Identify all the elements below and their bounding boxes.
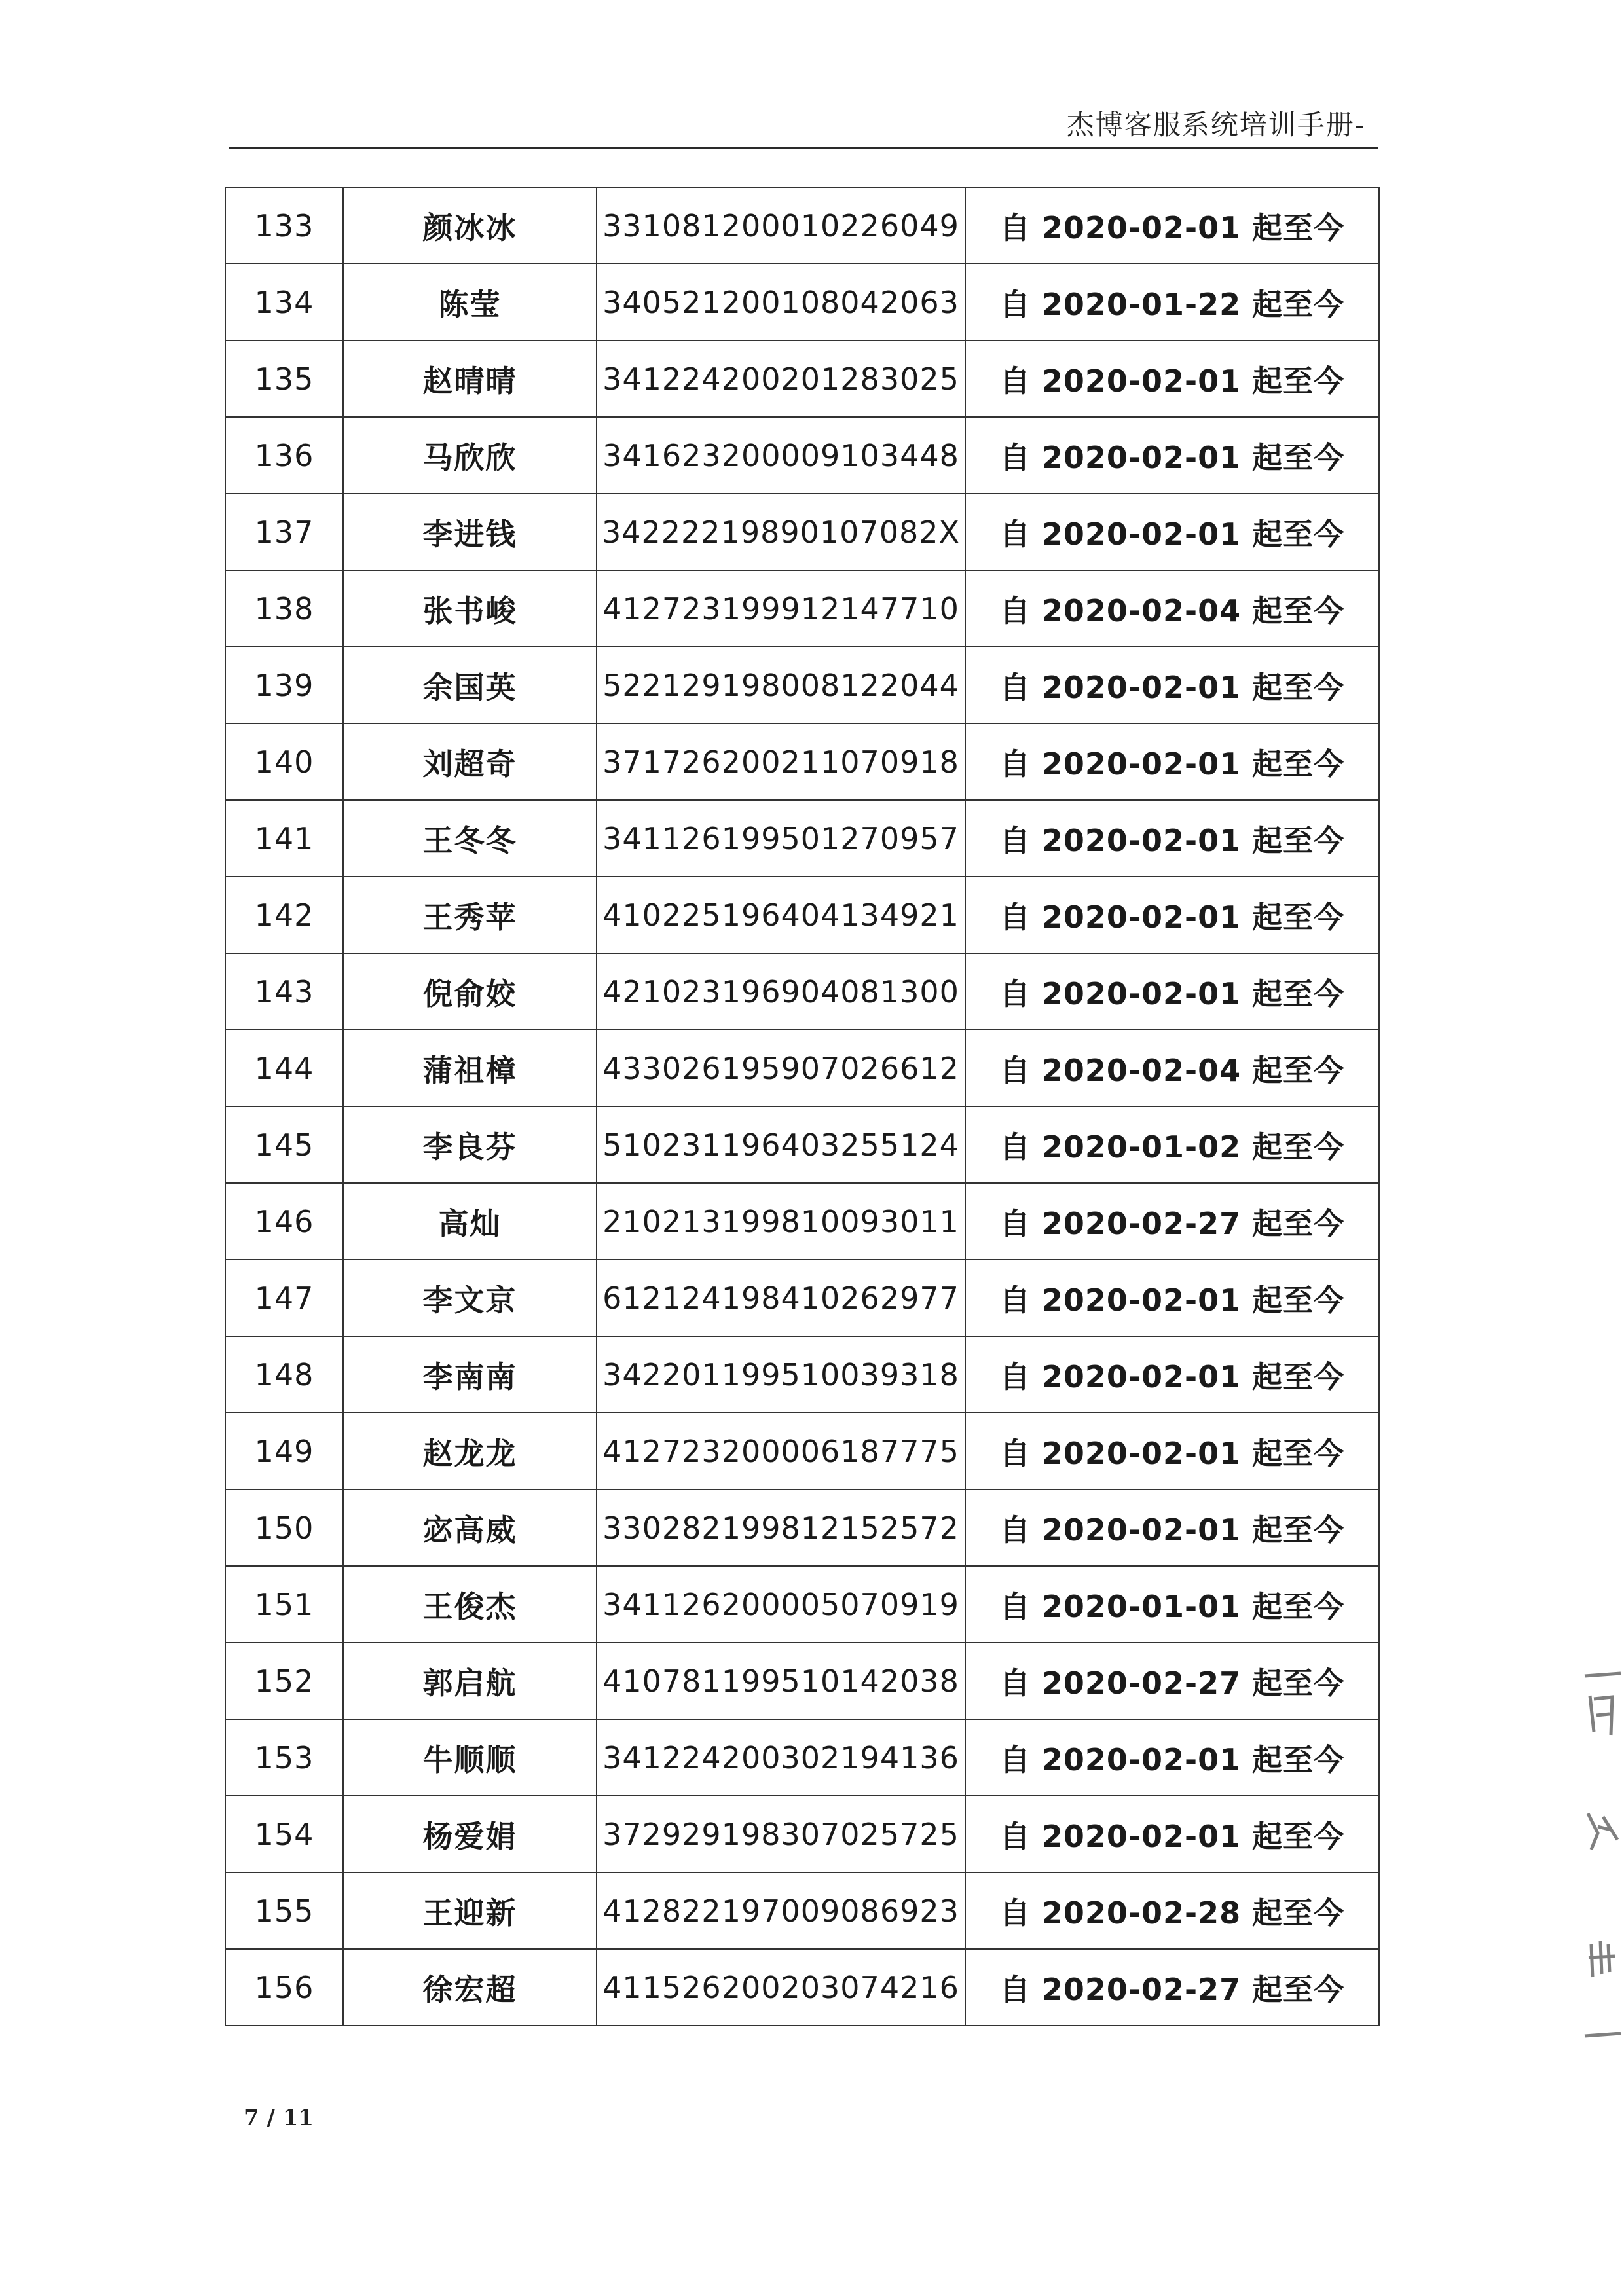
id-number-cell: 210213199810093011 bbox=[597, 1183, 965, 1260]
employee-name-cell: 王冬冬 bbox=[343, 800, 597, 877]
row-number-cell: 143 bbox=[225, 953, 343, 1030]
employment-period-cell: 自 2020-01-01 起至今 bbox=[965, 1566, 1379, 1643]
id-number-cell: 341126199501270957 bbox=[597, 800, 965, 877]
id-number-cell: 412723200006187775 bbox=[597, 1413, 965, 1489]
table-row bbox=[225, 494, 1379, 570]
table-row bbox=[225, 570, 1379, 647]
employee-name-cell: 张书峻 bbox=[343, 570, 597, 647]
row-number-cell: 140 bbox=[225, 723, 343, 800]
employment-period-cell: 自 2020-02-01 起至今 bbox=[965, 1413, 1379, 1489]
id-number-cell: 522129198008122044 bbox=[597, 647, 965, 723]
employment-period-cell: 自 2020-02-27 起至今 bbox=[965, 1949, 1379, 2026]
row-number-cell: 134 bbox=[225, 264, 343, 340]
id-number-cell: 411526200203074216 bbox=[597, 1949, 965, 2026]
id-number-cell: 331081200010226049 bbox=[597, 187, 965, 264]
row-number-cell: 145 bbox=[225, 1106, 343, 1183]
employee-name-cell: 余国英 bbox=[343, 647, 597, 723]
stamp-stroke bbox=[1585, 2033, 1621, 2036]
seal-stamp-fragment bbox=[1572, 1669, 1624, 2049]
table-row bbox=[225, 953, 1379, 1030]
table-row bbox=[225, 1796, 1379, 1872]
employment-period-cell: 自 2020-01-22 起至今 bbox=[965, 264, 1379, 340]
row-number-cell: 152 bbox=[225, 1643, 343, 1719]
employee-name-cell: 马欣欣 bbox=[343, 417, 597, 494]
table-row bbox=[225, 417, 1379, 494]
employee-name-cell: 赵晴晴 bbox=[343, 340, 597, 417]
id-number-cell: 340521200108042063 bbox=[597, 264, 965, 340]
employee-name-cell: 王秀苹 bbox=[343, 877, 597, 953]
id-number-cell: 433026195907026612 bbox=[597, 1030, 965, 1106]
id-number-cell: 341623200009103448 bbox=[597, 417, 965, 494]
id-number-cell: 341126200005070919 bbox=[597, 1566, 965, 1643]
id-number-cell: 410225196404134921 bbox=[597, 877, 965, 953]
employee-table-body bbox=[225, 187, 1379, 2026]
id-number-cell: 330282199812152572 bbox=[597, 1489, 965, 1566]
table-row bbox=[225, 1030, 1379, 1106]
id-number-cell: 371726200211070918 bbox=[597, 723, 965, 800]
table-row bbox=[225, 647, 1379, 723]
stamp-stroke bbox=[1589, 1941, 1615, 1977]
row-number-cell: 138 bbox=[225, 570, 343, 647]
id-number-cell: 510231196403255124 bbox=[597, 1106, 965, 1183]
employment-period-cell: 自 2020-02-01 起至今 bbox=[965, 340, 1379, 417]
employment-period-cell: 自 2020-02-01 起至今 bbox=[965, 723, 1379, 800]
id-number-cell: 341224200201283025 bbox=[597, 340, 965, 417]
employee-name-cell: 李文京 bbox=[343, 1260, 597, 1336]
stamp-stroke bbox=[1590, 1696, 1612, 1735]
row-number-cell: 149 bbox=[225, 1413, 343, 1489]
table-row bbox=[225, 877, 1379, 953]
employee-name-cell: 陈莹 bbox=[343, 264, 597, 340]
employment-period-cell: 自 2020-02-04 起至今 bbox=[965, 1030, 1379, 1106]
table-row bbox=[225, 1872, 1379, 1949]
table-row bbox=[225, 1106, 1379, 1183]
row-number-cell: 136 bbox=[225, 417, 343, 494]
row-number-cell: 151 bbox=[225, 1566, 343, 1643]
row-number-cell: 156 bbox=[225, 1949, 343, 2026]
employment-period-cell: 自 2020-02-04 起至今 bbox=[965, 570, 1379, 647]
row-number-cell: 148 bbox=[225, 1336, 343, 1413]
id-number-cell: 612124198410262977 bbox=[597, 1260, 965, 1336]
table-row bbox=[225, 1643, 1379, 1719]
employment-period-cell: 自 2020-01-02 起至今 bbox=[965, 1106, 1379, 1183]
table-row bbox=[225, 800, 1379, 877]
employment-period-cell: 自 2020-02-28 起至今 bbox=[965, 1872, 1379, 1949]
employment-period-cell: 自 2020-02-01 起至今 bbox=[965, 647, 1379, 723]
stamp-stroke bbox=[1588, 1813, 1617, 1850]
page-number: 7 / 11 bbox=[244, 2105, 314, 2131]
employment-period-cell: 自 2020-02-27 起至今 bbox=[965, 1183, 1379, 1260]
employee-name-cell: 郭启航 bbox=[343, 1643, 597, 1719]
employment-period-cell: 自 2020-02-01 起至今 bbox=[965, 1796, 1379, 1872]
table-row bbox=[225, 1336, 1379, 1413]
employment-period-cell: 自 2020-02-27 起至今 bbox=[965, 1643, 1379, 1719]
employment-period-cell: 自 2020-02-01 起至今 bbox=[965, 877, 1379, 953]
employee-name-cell: 颜冰冰 bbox=[343, 187, 597, 264]
employee-name-cell: 刘超奇 bbox=[343, 723, 597, 800]
row-number-cell: 135 bbox=[225, 340, 343, 417]
employment-period-cell: 自 2020-02-01 起至今 bbox=[965, 1260, 1379, 1336]
employment-period-cell: 自 2020-02-01 起至今 bbox=[965, 1719, 1379, 1796]
employment-period-cell: 自 2020-02-01 起至今 bbox=[965, 953, 1379, 1030]
table-row bbox=[225, 1566, 1379, 1643]
id-number-cell: 412822197009086923 bbox=[597, 1872, 965, 1949]
employee-name-cell: 李良芬 bbox=[343, 1106, 597, 1183]
row-number-cell: 144 bbox=[225, 1030, 343, 1106]
employment-period-cell: 自 2020-02-01 起至今 bbox=[965, 1336, 1379, 1413]
id-number-cell: 34222219890107082X bbox=[597, 494, 965, 570]
table-row bbox=[225, 187, 1379, 264]
table-row bbox=[225, 1949, 1379, 2026]
id-number-cell: 421023196904081300 bbox=[597, 953, 965, 1030]
employee-name-cell: 王迎新 bbox=[343, 1872, 597, 1949]
id-number-cell: 372929198307025725 bbox=[597, 1796, 965, 1872]
row-number-cell: 147 bbox=[225, 1260, 343, 1336]
id-number-cell: 342201199510039318 bbox=[597, 1336, 965, 1413]
table-row bbox=[225, 340, 1379, 417]
employee-name-cell: 王俊杰 bbox=[343, 1566, 597, 1643]
header-divider bbox=[229, 147, 1378, 149]
employee-table bbox=[225, 187, 1380, 2026]
table-row bbox=[225, 1413, 1379, 1489]
row-number-cell: 146 bbox=[225, 1183, 343, 1260]
employee-name-cell: 高灿 bbox=[343, 1183, 597, 1260]
employee-name-cell: 赵龙龙 bbox=[343, 1413, 597, 1489]
table-row bbox=[225, 1489, 1379, 1566]
employee-name-cell: 杨爱娟 bbox=[343, 1796, 597, 1872]
employment-period-cell: 自 2020-02-01 起至今 bbox=[965, 494, 1379, 570]
document-header-title: 杰博客服系统培训手册- bbox=[1066, 109, 1365, 141]
employee-name-cell: 宓高威 bbox=[343, 1489, 597, 1566]
employee-name-cell: 倪俞姣 bbox=[343, 953, 597, 1030]
table-row bbox=[225, 723, 1379, 800]
employee-name-cell: 李进钱 bbox=[343, 494, 597, 570]
row-number-cell: 153 bbox=[225, 1719, 343, 1796]
stamp-stroke bbox=[1585, 1673, 1621, 1676]
row-number-cell: 155 bbox=[225, 1872, 343, 1949]
row-number-cell: 142 bbox=[225, 877, 343, 953]
employee-name-cell: 牛顺顺 bbox=[343, 1719, 597, 1796]
row-number-cell: 139 bbox=[225, 647, 343, 723]
table-row bbox=[225, 1719, 1379, 1796]
table-row bbox=[225, 264, 1379, 340]
employment-period-cell: 自 2020-02-01 起至今 bbox=[965, 187, 1379, 264]
id-number-cell: 410781199510142038 bbox=[597, 1643, 965, 1719]
table-row bbox=[225, 1183, 1379, 1260]
row-number-cell: 150 bbox=[225, 1489, 343, 1566]
employee-name-cell: 蒲祖樟 bbox=[343, 1030, 597, 1106]
row-number-cell: 137 bbox=[225, 494, 343, 570]
id-number-cell: 341224200302194136 bbox=[597, 1719, 965, 1796]
employee-name-cell: 徐宏超 bbox=[343, 1949, 597, 2026]
row-number-cell: 133 bbox=[225, 187, 343, 264]
employment-period-cell: 自 2020-02-01 起至今 bbox=[965, 417, 1379, 494]
table-row bbox=[225, 1260, 1379, 1336]
employment-period-cell: 自 2020-02-01 起至今 bbox=[965, 1489, 1379, 1566]
id-number-cell: 412723199912147710 bbox=[597, 570, 965, 647]
employee-name-cell: 李南南 bbox=[343, 1336, 597, 1413]
row-number-cell: 141 bbox=[225, 800, 343, 877]
employment-period-cell: 自 2020-02-01 起至今 bbox=[965, 800, 1379, 877]
row-number-cell: 154 bbox=[225, 1796, 343, 1872]
